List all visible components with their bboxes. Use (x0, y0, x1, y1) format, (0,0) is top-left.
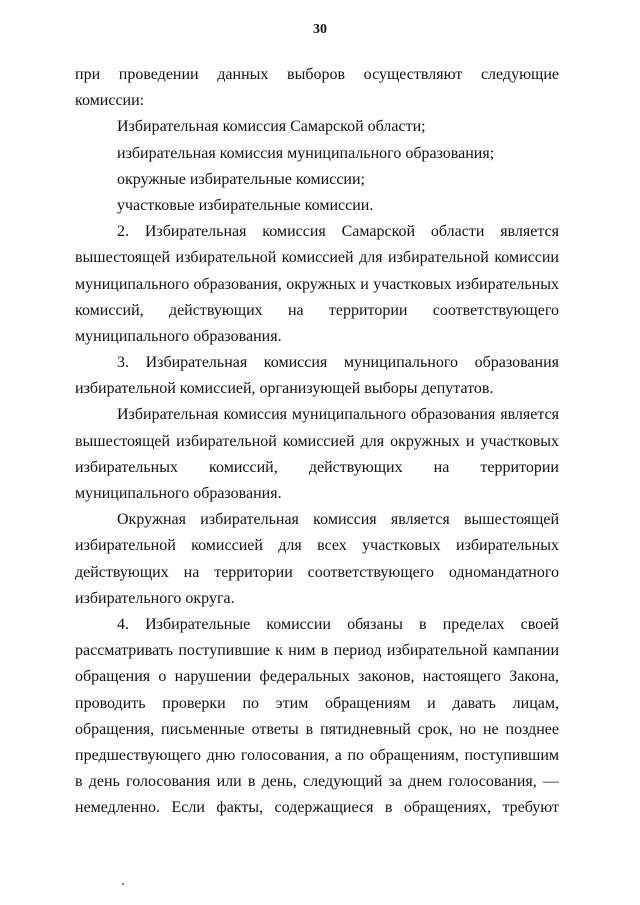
text-line: немедленно. Если факты, содержащиеся в обращениях, требуют (75, 799, 559, 817)
page-number: 30 (313, 22, 327, 37)
text-line: в день голосования или в день, следующий за днем голосования, — (75, 773, 559, 791)
text-line: 2. Избирательная комиссия Самарской области является (117, 223, 559, 241)
text-line: муниципального образования, окружных и участковых избирательных (75, 275, 559, 293)
paragraph (75, 167, 559, 193)
text-line: вышестоящей избирательной комиссией для избирательной комиссии (75, 249, 559, 267)
paragraph (75, 507, 559, 612)
text-line: муниципального образования. (75, 485, 282, 502)
text-line: избирательных комиссий, действующих на территории (75, 458, 559, 476)
text-line: комиссий, действующих на территории соответствующего (75, 301, 559, 319)
text-line: 3. Избирательная комиссия муниципального образования (117, 354, 559, 372)
text-line: комиссии: (75, 92, 145, 110)
text-line: проводить проверки по этим обращениям и давать лицам, (75, 694, 559, 712)
scan-speck (122, 883, 124, 885)
text-line: обращения, письменные ответы в пятидневный срок, но не позднее (75, 720, 559, 738)
paragraph (75, 193, 559, 219)
text-line: предшествующего дню голосования, а по обращениям, поступившим (75, 746, 559, 764)
paragraph (75, 219, 559, 350)
text-line: при проведении данных выборов осуществляют следующие (75, 66, 559, 83)
text-line: 4. Избирательные комиссии обязаны в пределах своей (117, 615, 559, 633)
text-line: Избирательная комиссия муниципального образования является (117, 406, 559, 424)
text-line: муниципального образования. (75, 327, 282, 345)
text-line: избирательная комиссия муниципального образования; (117, 144, 495, 162)
paragraph (75, 350, 559, 402)
document-body (75, 62, 559, 821)
text-line: Окружная избирательная комиссия является вышестоящей (117, 511, 559, 529)
text-line: обращения о нарушении федеральных законов, настоящего Закона, (75, 668, 559, 686)
text-line: избирательного округа. (75, 589, 235, 607)
text-line: действующих на территории соответствующего одномандатного (75, 563, 559, 581)
text-line: участковые избирательные комиссии. (117, 196, 374, 214)
paragraph (75, 141, 559, 167)
text-line: вышестоящей избирательной комиссией для окружных и участковых (75, 432, 559, 450)
paragraph (75, 114, 559, 140)
paragraph (75, 402, 559, 507)
text-line: избирательной комиссией для всех участковых избирательных (75, 537, 559, 555)
text-line: окружные избирательные комиссии; (117, 170, 365, 188)
paragraph (75, 612, 559, 822)
text-line: рассматривать поступившие к ним в период избирательной кампании (75, 642, 559, 660)
text-line: избирательной комиссией, организующей выборы депутатов. (75, 380, 494, 398)
paragraph (75, 62, 559, 114)
text-line: Избирательная комиссия Самарской области; (117, 118, 426, 136)
